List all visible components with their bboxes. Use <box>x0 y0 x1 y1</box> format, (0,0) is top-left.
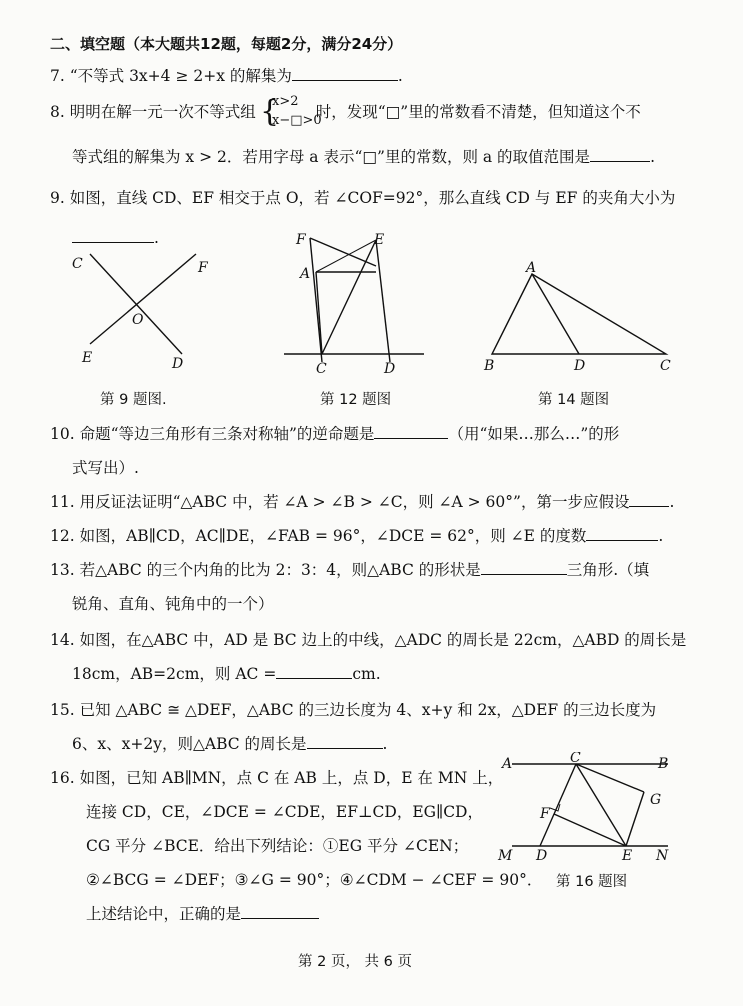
median-ad <box>532 274 579 354</box>
question-7-end: . <box>397 67 403 85</box>
question-11 <box>50 492 674 512</box>
question-13-line2: 锐角、直角、钝角中的一个） <box>72 595 274 613</box>
question-14-line2 <box>72 664 381 684</box>
answer-blank-16[interactable] <box>241 904 319 919</box>
answer-blank-14[interactable] <box>276 664 352 679</box>
question-13-note: 三角形.（填 <box>566 561 650 579</box>
label-a: A <box>300 266 311 282</box>
question-15-text: 6、x、x+2y，则△ABC 的周长是 <box>72 735 307 753</box>
line-cd <box>90 254 182 354</box>
answer-blank-11[interactable] <box>629 492 669 507</box>
question-13-text: 13. 若△ABC 的三个内角的比为 2：3：4，则△ABC 的形状是 <box>50 561 481 579</box>
system-eq1: x>2 <box>272 94 299 109</box>
figure-16 <box>492 752 682 864</box>
label-b: B <box>484 358 495 374</box>
question-10-note: （用“如果…那么…”的形 <box>448 425 620 443</box>
label-d: D <box>172 356 184 372</box>
label-a: A <box>526 260 537 276</box>
caption-fig16: 第 16 题图 <box>556 874 628 890</box>
figure-9 <box>70 244 230 374</box>
figure-14 <box>480 258 680 374</box>
label-e: E <box>82 350 93 366</box>
label-o: O <box>132 312 144 328</box>
label-e: E <box>622 848 633 864</box>
question-10-line1 <box>50 424 619 444</box>
caption-fig9: 第 9 题图. <box>100 392 167 408</box>
line-fc <box>310 238 322 362</box>
answer-blank-15[interactable] <box>307 734 383 749</box>
label-c: C <box>72 256 83 272</box>
answer-blank-13[interactable] <box>481 560 567 575</box>
system-eq2: x−□>0 <box>272 113 322 128</box>
question-7-text: 7. “不等式 3x+4 ≥ 2+x 的解集为 <box>50 67 292 85</box>
question-14-line1: 14. 如图，在△ABC 中，AD 是 BC 边上的中线，△ADC 的周长是 22cm，△ABD 的周长是 <box>50 631 687 649</box>
label-d: D <box>574 358 586 374</box>
question-10-text: 10. 命题“等边三角形有三条对称轴”的逆命题是 <box>50 425 375 443</box>
question-15-line1: 15. 已知 △ABC ≅ △DEF，△ABC 的三边长度为 4、x+y 和 2x，△DEF 的三边长度为 <box>50 701 657 719</box>
question-9-end: . <box>154 229 159 247</box>
caption-fig12: 第 12 题图 <box>320 392 392 408</box>
label-d: D <box>384 361 396 376</box>
system-brace: { <box>260 94 280 129</box>
triangle-abc <box>492 274 666 354</box>
answer-blank-12[interactable] <box>586 526 658 541</box>
line-ec <box>322 240 376 354</box>
question-12-end: . <box>658 527 664 545</box>
label-n: N <box>656 848 669 864</box>
question-16-text: 上述结论中，正确的是 <box>86 905 242 923</box>
question-16-line4: ②∠BCG = ∠DEF；③∠G = 90°；④∠CDM − ∠CEF = 90°． <box>86 871 543 889</box>
question-7 <box>50 66 403 86</box>
line-cg <box>576 764 644 792</box>
label-c: C <box>660 358 671 374</box>
page-footer: 第 2 页， 共 6 页 <box>298 954 412 970</box>
label-d: D <box>536 848 548 864</box>
line-ge <box>626 792 644 846</box>
question-8-line2-text: 等式组的解集为 x > 2．若用字母 a 表示“□”里的常数，则 a 的取值范围是 <box>72 148 591 166</box>
question-16-line1: 16. 如图，已知 AB∥MN，点 C 在 AB 上，点 D，E 在 MN 上， <box>50 769 504 787</box>
label-a: A <box>502 756 513 772</box>
label-f: F <box>198 260 208 276</box>
question-14-unit: cm. <box>352 665 381 683</box>
question-8-post: 时，发现“□”里的常数看不清楚，但知道这个不 <box>315 103 641 121</box>
question-8-end: . <box>650 148 655 166</box>
label-f: F <box>540 806 550 822</box>
question-13-line1 <box>50 560 649 580</box>
label-c: C <box>570 752 581 766</box>
line-ef <box>90 254 196 344</box>
question-16-line5 <box>86 904 319 924</box>
answer-blank-8[interactable] <box>590 147 650 162</box>
question-16-line2: 连接 CD，CE，∠DCE = ∠CDE，EF⊥CD，EG∥CD， <box>86 803 483 821</box>
line-cd <box>540 764 576 846</box>
question-11-text: 11. 用反证法证明“△ABC 中，若 ∠A > ∠B > ∠C，则 ∠A > 60°”，第一步应假设 <box>50 493 630 511</box>
line-ef <box>554 814 626 846</box>
question-16-line3: CG 平分 ∠BCE．给出下列结论：①EG 平分 ∠CEN； <box>86 837 469 855</box>
label-m: M <box>498 848 513 864</box>
question-11-end: . <box>669 493 675 511</box>
question-14-text: 18cm，AB=2cm，则 AC = <box>72 665 277 683</box>
label-g: G <box>650 792 662 808</box>
question-15-line2 <box>72 734 387 754</box>
label-f: F <box>296 232 306 248</box>
section-heading: 二、填空题（本大题共12题，每题2分，满分24分） <box>50 35 403 53</box>
question-8-line1 <box>50 102 641 122</box>
line-ed <box>376 240 390 362</box>
label-b: B <box>658 756 669 772</box>
question-12 <box>50 526 663 546</box>
answer-blank-10[interactable] <box>374 424 448 439</box>
answer-blank-7[interactable] <box>292 66 398 81</box>
caption-fig14: 第 14 题图 <box>538 392 610 408</box>
line-ce <box>576 764 626 846</box>
question-12-text: 12. 如图，AB∥CD，AC∥DE，∠FAB = 96°，∠DCE = 62°，则 ∠E 的度数 <box>50 527 587 545</box>
question-10-line2: 式写出）. <box>72 459 139 477</box>
figure-12 <box>280 226 440 376</box>
question-9: 9. 如图，直线 CD、EF 相交于点 O，若 ∠COF=92°，那么直线 CD 与 EF 的夹角大小为 <box>50 189 676 207</box>
label-e: E <box>374 232 385 248</box>
question-8-pre: 8. 明明在解一元一次不等式组 <box>50 103 256 121</box>
answer-blank-9[interactable] <box>72 228 154 243</box>
label-c: C <box>316 361 327 376</box>
question-8-line2 <box>72 147 655 167</box>
question-15-end: . <box>382 735 388 753</box>
